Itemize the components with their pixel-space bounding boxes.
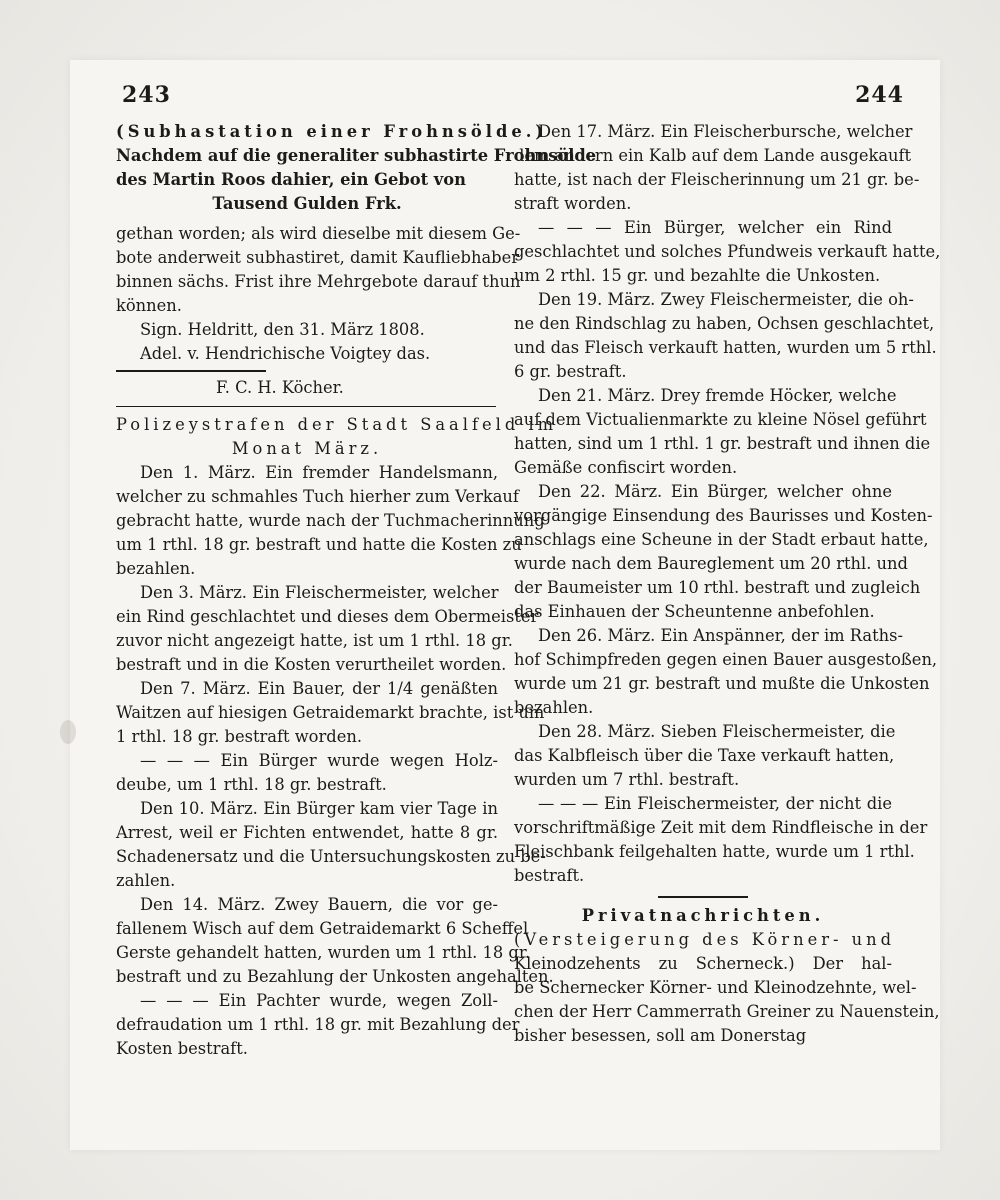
text-line: Den 19. März. Zwey Fleischermeister, die oh- (538, 290, 914, 309)
text-line: Den 7. März. Ein Bauer, der 1/4 genäßten (140, 679, 498, 698)
text-line: bote anderweit subhastiret, damit Kaufliebhaber (116, 248, 519, 267)
section-divider-short (658, 896, 748, 898)
text-line: Schadenersatz und die Untersuchungskosten zu be- (116, 847, 546, 866)
text-line: des Martin Roos dahier, ein Gebot von (116, 170, 466, 189)
text-line: wurden um 7 rthl. bestraft. (514, 770, 740, 789)
text-line: auf dem Victualienmarkte zu kleine Nösel geführt (514, 410, 927, 429)
text-line: fallenem Wisch auf dem Getraidemarkt 6 Scheffel (116, 919, 529, 938)
text-line: bestraft und zu Bezahlung der Unkosten angehalten. (116, 967, 554, 986)
text-line: gebracht hatte, wurde nach der Tuchmacherinnung (116, 511, 545, 530)
text-line: der Baumeister um 10 rthl. bestraft und zugleich (514, 578, 921, 597)
text-line: bestraft und in die Kosten verurtheilet worden. (116, 655, 507, 674)
text-line: anschlags eine Scheune in der Stadt erbaut hatte, (514, 530, 929, 549)
text-line: bezahlen. (116, 559, 196, 578)
text-line: zahlen. (116, 871, 176, 890)
text-line: das Einhauen der Scheuntenne anbefohlen. (514, 602, 875, 621)
text-line: welcher zu schmahles Tuch hierher zum Verkauf (116, 487, 519, 506)
text-line: gethan worden; als wird dieselbe mit diesem Ge- (116, 224, 521, 243)
text-line: Den 3. März. Ein Fleischermeister, welcher (140, 583, 499, 602)
text-line: wurde nach dem Baureglement um 20 rthl. und (514, 554, 908, 573)
text-line: Arrest, weil er Fichten entwendet, hatte 8 gr. (116, 823, 498, 842)
text-line: Gemäße confiscirt worden. (514, 458, 738, 477)
text-line: — — — Ein Bürger, welcher ein Rind (538, 218, 892, 237)
text-line: dem andern ein Kalb auf dem Lande ausgekauft (514, 146, 912, 165)
text-line: vorschriftmäßige Zeit mit dem Rindfleische in der (514, 818, 928, 837)
text-line: hatten, sind um 1 rthl. 1 gr. bestraft und ihnen die (514, 434, 931, 453)
text-line: Waitzen auf hiesigen Getraidemarkt brachte, ist um (116, 703, 545, 722)
text-line: straft worden. (514, 194, 632, 213)
text-line: Den 21. März. Drey fremde Höcker, welche (538, 386, 897, 405)
text-line: wurde um 21 gr. bestraft und mußte die Unkosten (514, 674, 930, 693)
text-line: Adel. v. Hendrichische Voigtey das. (140, 344, 431, 363)
text-line: F. C. H. Köcher. (216, 378, 344, 397)
text-line: be Schernecker Körner- und Kleinodzehnte, wel- (514, 978, 917, 997)
text-line: hatte, ist nach der Fleischerinnung um 21 gr. be- (514, 170, 920, 189)
text-line: 6 gr. bestraft. (514, 362, 627, 381)
text-line: — — — Ein Fleischermeister, der nicht die (538, 794, 892, 813)
text-line: bestraft. (514, 866, 585, 885)
page-number-right: 244 (855, 82, 904, 108)
section-heading: Privatnachrichten. (581, 906, 825, 925)
text-line: chen der Herr Cammerrath Greiner zu Nauenstein, (514, 1002, 940, 1021)
text-line: (Subhastation einer Frohnsölde.) (116, 122, 548, 141)
text-line: können. (116, 296, 182, 315)
text-line: Den 14. März. Zwey Bauern, die vor ge- (140, 895, 498, 914)
text-line: um 1 rthl. 18 gr. bestraft und hatte die Kosten zu (116, 535, 522, 554)
text-line: das Kalbfleisch über die Taxe verkauft hatten, (514, 746, 895, 765)
text-line: (Versteigerung des Körner- und (514, 930, 896, 949)
text-line: vorgängige Einsendung des Baurisses und Kosten- (514, 506, 933, 525)
text-line: 1 rthl. 18 gr. bestraft worden. (116, 727, 362, 746)
text-line: Gerste gehandelt hatten, wurden um 1 rthl. 18 gr. (116, 943, 531, 962)
text-line: defraudation um 1 rthl. 18 gr. mit Bezahlung der (116, 1015, 520, 1034)
text-line: Den 26. März. Ein Anspänner, der im Raths- (538, 626, 903, 645)
text-line: und das Fleisch verkauft hatten, wurden um 5 rthl. (514, 338, 937, 357)
text-line: bezahlen. (514, 698, 594, 717)
text-line: Den 22. März. Ein Bürger, welcher ohne (538, 482, 892, 501)
text-line: Den 10. März. Ein Bürger kam vier Tage in (140, 799, 498, 818)
text-line: binnen sächs. Frist ihre Mehrgebote darauf thun (116, 272, 521, 291)
text-line: — — — Ein Bürger wurde wegen Holz- (140, 751, 498, 770)
text-line: Kleinodzehents zu Scherneck.) Der hal- (514, 954, 892, 973)
text-line: Den 1. März. Ein fremder Handelsmann, (140, 463, 498, 482)
section-divider (116, 406, 496, 407)
text-line: Den 17. März. Ein Fleischerbursche, welcher (538, 122, 913, 141)
text-line: um 2 rthl. 15 gr. und bezahlte die Unkosten. (514, 266, 881, 285)
text-line: geschlachtet und solches Pfundweis verkauft hatte, (514, 242, 941, 261)
text-line: hof Schimpfreden gegen einen Bauer ausgestoßen, (514, 650, 938, 669)
text-line: Fleischbank feilgehalten hatte, wurde um 1 rthl. (514, 842, 915, 861)
text-line: — — — Ein Pachter wurde, wegen Zoll- (140, 991, 498, 1010)
text-line: ne den Rindschlag zu haben, Ochsen geschlachtet, (514, 314, 935, 333)
page-number-left: 243 (122, 82, 171, 108)
text-line: Nachdem auf die generaliter subhastirte Frohnsölde (116, 146, 597, 165)
text-line: Monat März. (231, 439, 383, 458)
text-line: zuvor nicht angezeigt hatte, ist um 1 rthl. 18 gr. (116, 631, 513, 650)
text-line: bisher besessen, soll am Donerstag (514, 1026, 807, 1045)
paper-stain (60, 720, 76, 744)
text-line: Polizeystrafen der Stadt Saalfeld im (116, 415, 558, 434)
text-line: Kosten bestraft. (116, 1039, 248, 1058)
text-line: deube, um 1 rthl. 18 gr. bestraft. (116, 775, 387, 794)
text-line: Sign. Heldritt, den 31. März 1808. (140, 320, 425, 339)
signature-rule (116, 370, 266, 372)
text-line: Tausend Gulden Frk. (212, 194, 402, 213)
text-line: Den 28. März. Sieben Fleischermeister, die (538, 722, 896, 741)
right-column (514, 120, 941, 1048)
text-line: ein Rind geschlachtet und dieses dem Obermeister (116, 607, 539, 626)
